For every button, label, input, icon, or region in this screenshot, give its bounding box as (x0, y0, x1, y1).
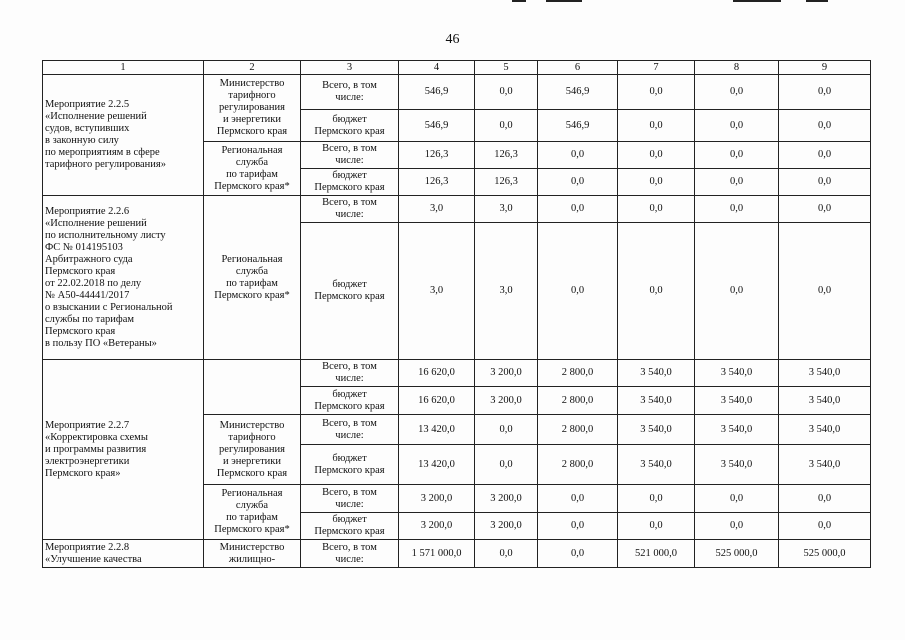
value-cell: 3 540,0 (695, 387, 779, 415)
value-cell: 0,0 (538, 513, 618, 540)
row-label-total: Всего, в том числе: (301, 196, 399, 223)
row-label-total: Всего, в том числе: (301, 540, 399, 568)
value-cell: 0,0 (475, 540, 538, 568)
value-cell: 0,0 (538, 485, 618, 513)
value-cell: 126,3 (475, 169, 538, 196)
col-number-1: 1 (43, 61, 204, 75)
row-label-total: Всего, в том числе: (301, 360, 399, 387)
value-cell: 3 540,0 (618, 360, 695, 387)
budget-table (42, 60, 871, 568)
value-cell: 546,9 (538, 110, 618, 142)
measure-2-2-5-name: Мероприятие 2.2.5 «Исполнение решений судов, вступивших в законную силу по мероприятиям в сфере тарифного регулирования» (43, 75, 204, 196)
col-number-5: 5 (475, 61, 538, 75)
value-cell: 0,0 (779, 110, 871, 142)
value-cell: 3 200,0 (475, 360, 538, 387)
row-label-budget: бюджет Пермского края (301, 169, 399, 196)
value-cell: 0,0 (618, 196, 695, 223)
value-cell: 0,0 (695, 142, 779, 169)
value-cell: 3 540,0 (695, 415, 779, 445)
value-cell: 3 540,0 (695, 445, 779, 485)
value-cell: 3 200,0 (475, 513, 538, 540)
value-cell: 0,0 (695, 110, 779, 142)
value-cell: 0,0 (618, 110, 695, 142)
value-cell: 0,0 (538, 169, 618, 196)
table-row (43, 75, 871, 110)
col-number-9: 9 (779, 61, 871, 75)
value-cell: 0,0 (695, 513, 779, 540)
value-cell: 0,0 (618, 513, 695, 540)
value-cell: 0,0 (779, 513, 871, 540)
scan-artifact-3 (733, 0, 781, 2)
measure-2-2-8-name: Мероприятие 2.2.8 «Улучшение качества (43, 540, 204, 568)
col-number-7: 7 (618, 61, 695, 75)
row-label-total: Всего, в том числе: (301, 485, 399, 513)
row-label-budget: бюджет Пермского края (301, 110, 399, 142)
executor-regional-service: Региональная служба по тарифам Пермского края* (204, 485, 301, 540)
row-label-total: Всего, в том числе: (301, 415, 399, 445)
value-cell: 525 000,0 (695, 540, 779, 568)
value-cell: 0,0 (538, 142, 618, 169)
value-cell: 3,0 (399, 223, 475, 360)
value-cell: 126,3 (399, 169, 475, 196)
value-cell: 0,0 (538, 540, 618, 568)
table-row (43, 196, 871, 223)
value-cell: 0,0 (695, 169, 779, 196)
value-cell: 2 800,0 (538, 387, 618, 415)
col-number-2: 2 (204, 61, 301, 75)
value-cell: 0,0 (475, 75, 538, 110)
value-cell: 521 000,0 (618, 540, 695, 568)
executor-regional-service: Региональная служба по тарифам Пермского края* (204, 142, 301, 196)
value-cell: 2 800,0 (538, 360, 618, 387)
scan-artifact-4 (806, 0, 828, 2)
value-cell: 0,0 (618, 169, 695, 196)
row-label-total: Всего, в том числе: (301, 75, 399, 110)
table-row (43, 360, 871, 387)
col-number-3: 3 (301, 61, 399, 75)
col-number-8: 8 (695, 61, 779, 75)
value-cell: 0,0 (618, 485, 695, 513)
measure-2-2-7-name: Мероприятие 2.2.7 «Корректировка схемы и программы развития электроэнергетики Пермского края» (43, 360, 204, 540)
value-cell: 3,0 (399, 196, 475, 223)
value-cell: 0,0 (618, 142, 695, 169)
page-number: 46 (445, 32, 460, 47)
value-cell: 546,9 (538, 75, 618, 110)
value-cell: 126,3 (399, 142, 475, 169)
executor-regional-service: Региональная служба по тарифам Пермского края* (204, 196, 301, 360)
value-cell: 0,0 (695, 485, 779, 513)
value-cell: 3 200,0 (475, 387, 538, 415)
scan-artifact-1 (512, 0, 526, 2)
value-cell: 0,0 (475, 415, 538, 445)
row-label-budget: бюджет Пермского края (301, 223, 399, 360)
value-cell: 2 800,0 (538, 445, 618, 485)
table-row (43, 540, 871, 568)
value-cell: 0,0 (618, 223, 695, 360)
value-cell: 3,0 (475, 196, 538, 223)
value-cell: 3 540,0 (779, 387, 871, 415)
value-cell: 546,9 (399, 110, 475, 142)
value-cell: 525 000,0 (779, 540, 871, 568)
value-cell: 1 571 000,0 (399, 540, 475, 568)
executor-ministry-tariff: Министерство тарифного регулирования и энергетики Пермского края (204, 415, 301, 485)
value-cell: 3 540,0 (618, 415, 695, 445)
value-cell: 0,0 (779, 485, 871, 513)
value-cell: 2 800,0 (538, 415, 618, 445)
value-cell: 0,0 (538, 223, 618, 360)
value-cell: 3 540,0 (618, 387, 695, 415)
col-number-6: 6 (538, 61, 618, 75)
col-number-4: 4 (399, 61, 475, 75)
executor-empty (204, 360, 301, 415)
value-cell: 3 540,0 (695, 360, 779, 387)
value-cell: 3 540,0 (779, 415, 871, 445)
value-cell: 0,0 (475, 445, 538, 485)
value-cell: 3 540,0 (779, 360, 871, 387)
row-label-budget: бюджет Пермского края (301, 513, 399, 540)
value-cell: 3,0 (475, 223, 538, 360)
value-cell: 3 540,0 (618, 445, 695, 485)
value-cell: 0,0 (779, 142, 871, 169)
value-cell: 16 620,0 (399, 360, 475, 387)
value-cell: 3 540,0 (779, 445, 871, 485)
value-cell: 3 200,0 (399, 485, 475, 513)
value-cell: 0,0 (779, 196, 871, 223)
value-cell: 13 420,0 (399, 445, 475, 485)
measure-2-2-6-name: Мероприятие 2.2.6 «Исполнение решений по исполнительному листу ФС № 014195103 Арбитражного суда Пермского края от 22.02.2018 по делу № А50-44441/2017 о взыскании с Региональной службы по тарифам Пермского края в пользу ПО «Ветераны» (43, 196, 204, 360)
row-label-total: Всего, в том числе: (301, 142, 399, 169)
value-cell: 0,0 (475, 110, 538, 142)
value-cell: 16 620,0 (399, 387, 475, 415)
value-cell: 0,0 (779, 169, 871, 196)
value-cell: 0,0 (695, 75, 779, 110)
value-cell: 0,0 (695, 196, 779, 223)
scan-artifact-2 (546, 0, 582, 2)
value-cell: 3 200,0 (475, 485, 538, 513)
value-cell: 13 420,0 (399, 415, 475, 445)
row-label-budget: бюджет Пермского края (301, 387, 399, 415)
value-cell: 126,3 (475, 142, 538, 169)
value-cell: 546,9 (399, 75, 475, 110)
value-cell: 0,0 (779, 223, 871, 360)
value-cell: 3 200,0 (399, 513, 475, 540)
row-label-budget: бюджет Пермского края (301, 445, 399, 485)
value-cell: 0,0 (538, 196, 618, 223)
executor-ministry-tariff: Министерство тарифного регулирования и энергетики Пермского края (204, 75, 301, 142)
column-number-row (43, 61, 871, 75)
value-cell: 0,0 (695, 223, 779, 360)
value-cell: 0,0 (779, 75, 871, 110)
value-cell: 0,0 (618, 75, 695, 110)
executor-ministry-housing: Министерство жилищно- (204, 540, 301, 568)
